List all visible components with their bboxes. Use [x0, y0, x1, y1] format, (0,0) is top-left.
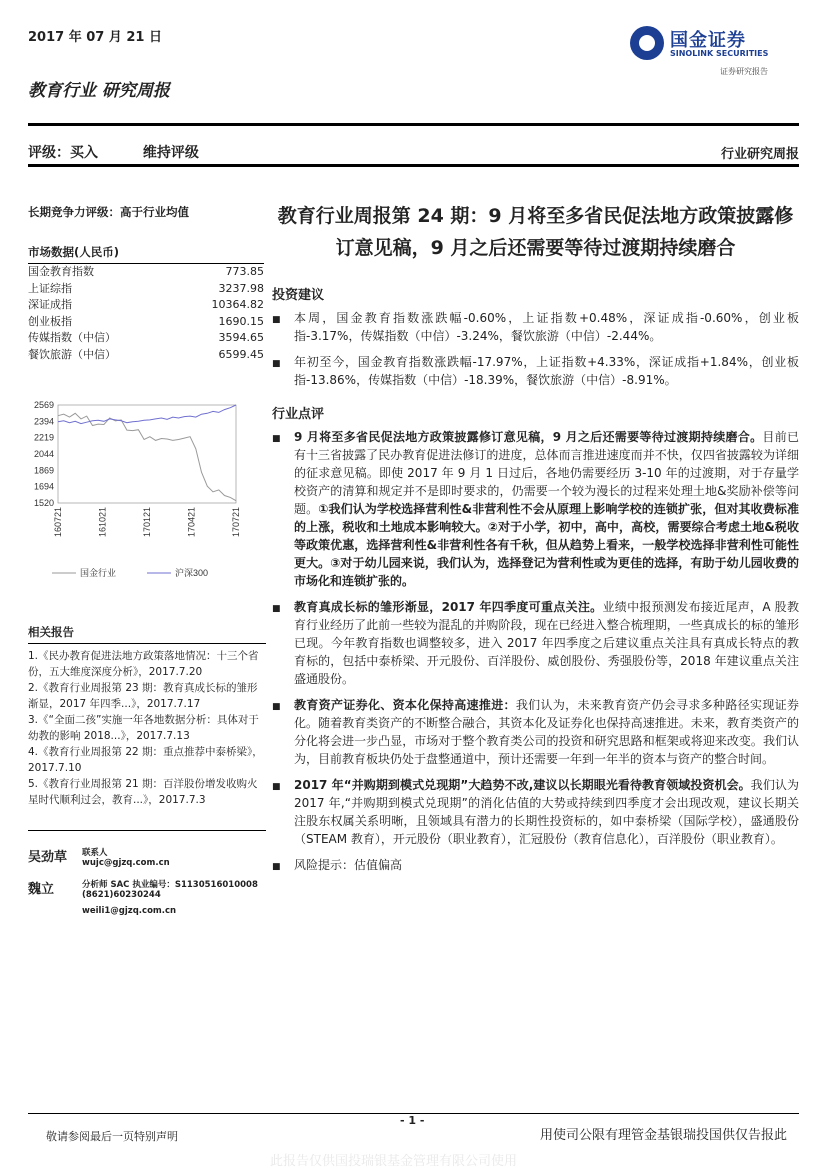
market-data-title: 市场数据(人民币): [28, 244, 264, 264]
logo-mark-icon: [630, 26, 664, 60]
chart-y-tick: 2569: [33, 400, 54, 410]
report-item[interactable]: 3.《“全面二孩”实施一年各地数据分析：具体对于幼教的影响 2018...》，2017.7.13: [28, 714, 259, 742]
related-reports: [28, 624, 266, 808]
report-item[interactable]: 1.《民办教育促进法地方政策落地情况：十三个省份，五大维度深度分析》，2017.7.20: [28, 650, 259, 678]
rating-line: [28, 142, 239, 162]
market-row: 深证成指 10364.82: [28, 298, 264, 311]
report-date: 2017 年 07 月 21 日: [28, 30, 162, 45]
chart-y-tick: 2394: [33, 416, 54, 427]
analyst-email[interactable]: weili1@gjzq.com.cn: [82, 906, 177, 916]
chart-y-tick: 2219: [33, 432, 54, 443]
footer-disclaimer: 敬请参阅最后一页特别声明: [46, 1130, 178, 1143]
chart-x-tick: 170721: [231, 506, 241, 537]
main-content: [272, 200, 799, 884]
logo-subtitle: 证券研究报告: [720, 67, 768, 76]
index-chart: [24, 395, 264, 595]
long-term-rating: 长期竞争力评级：高于行业均值: [28, 205, 189, 219]
market-row: 创业板指 1690.15: [28, 314, 264, 328]
chart-legend-label: 国金行业: [80, 568, 117, 578]
chart-x-tick: 170421: [186, 506, 197, 537]
market-row: 传媒指数（中信） 3594.65: [28, 331, 264, 344]
report-item[interactable]: 2.《教育行业周报第 23 期：教育真成长标的雏形渐显，2017 年四季...》，2017.7.17: [28, 682, 258, 710]
industry-title: 教育行业 研究周报: [28, 81, 170, 101]
bullet-square-icon: ■: [272, 434, 281, 444]
chart-series-line: [58, 405, 236, 424]
analyst-role: 分析师 SAC 执业编号：S1130516010008: [82, 880, 258, 890]
report-item[interactable]: 4.《教育行业周报第 22 期：重点推荐中泰桥梁》，2017.7.10: [28, 746, 263, 774]
header-divider: [28, 123, 799, 126]
analyst-row: [28, 878, 268, 916]
chart-y-tick: 1694: [33, 481, 54, 492]
review-bullet: ■ 教育真成长标的雏形渐显，2017 年四季度可重点关注。业绩中报预测发布接近尾声，A 股教育行业经历了此前一些较为混乱的并购阶段，现在已经进入整合梳理期，一些真成长的标的雏形已现。今年教育指数也调整较多，进入 2017 年四季度之后建议重点关注具有真成长特点的教育标的，包括中泰桥梁、开元股份、百洋股份、威创股份、秀强股份等，2018 年建议重点关注盛通股份。: [272, 600, 799, 686]
review-bullet: ■ 2017 年“并购期到模式兑现期”大趋势不改,建议以长期眼光看待教育领域投资机会。我们认为 2017 年,“并购期到模式兑现期”的消化估值的大势或持续到四季度才会出现改观，建议长期关注股东权属关系明晰，且领域具有潜力的长期性投资标的，如中泰桥梁（国际学校），盛通股份（STEAM 教育），开元股份（职业教育），汇冠股份（教育信息化），百洋股份（职业教育）。: [272, 778, 799, 846]
bullet-square-icon: ■: [272, 782, 281, 792]
chart-y-tick: 2044: [33, 449, 54, 459]
invest-bullet: ■ 本周，国金教育指数涨跌幅-0.60%，上证指数+0.48%，深证成指-0.60%，创业板指-3.17%，传媒指数（中信）-3.24%，餐饮旅游（中信）-2.44%。: [272, 311, 799, 343]
chart-legend-label: 沪深300: [175, 568, 209, 578]
logo-name-cn: 国金证券: [670, 30, 746, 51]
market-data-table: [28, 264, 264, 363]
invest-section-title: 投资建议: [272, 288, 325, 303]
invest-bullet: ■ 年初至今，国金教育指数涨跌幅-17.97%，上证指数+4.33%，深证成指+1.84%，创业板指-13.86%，传媒指数（中信）-18.39%，餐饮旅游（中信）-8.91%。: [272, 355, 799, 387]
analyst-name: 魏立: [28, 882, 55, 897]
review-bullet: ■ 9 月将至多省民促法地方政策披露修订意见稿，9 月之后还需要等待过渡期持续磨合。目前已有十三省披露了民办教育促进法修订的进度，总体而言推进速度而并不快，仅四省披露较为详细的征求意见稿。即使 2017 年 9 月 1 日过后，各地仍需要经历 3-10 年的过渡期，对于存量学校资产的清算和规定并不是即时要求的，仍需要一个较为漫长的过程来处理土地&奖励补偿等问题。①我们认为学校选择营利性&非营利性不会从原理上影响学校的连锁扩张，但对其收费标准的上涨，税收和土地成本影响较大。②对于小学，初中，高中，高校，需要综合考虑土地&税收等政策优惠，选择营利性&非营利性各有千秋，但从趋势上看来，一般学校选择非营利性可能性更大。③对于幼儿园来说，我们认为，选择登记为营利性或为更佳的选择，有助于幼儿园收费的市场化和连锁扩张的。: [272, 430, 799, 588]
risk-bullet: ■ 风险提示：估值偏高: [272, 856, 799, 876]
chart-x-tick: 160721: [53, 506, 63, 537]
analyst-phone: (8621)60230244: [82, 890, 161, 900]
rating-action: 维持评级: [142, 145, 199, 161]
bullet-square-icon: ■: [272, 359, 281, 369]
analyst-divider: [28, 830, 266, 831]
chart-y-tick: 1520: [33, 498, 54, 508]
chart-x-tick: 161021: [97, 506, 108, 537]
sidebar: [28, 204, 264, 363]
related-reports-title: 相关报告: [28, 624, 266, 644]
rating-divider: [28, 164, 799, 167]
chart-series-line: [58, 413, 236, 500]
report-type: 行业研究周报: [720, 147, 799, 162]
bullet-square-icon: ■: [272, 702, 281, 712]
chart-y-tick: 1869: [33, 465, 54, 476]
company-logo: [630, 24, 800, 84]
analyst-name: 吴劲草: [28, 850, 68, 865]
watermark-text: 此报告仅供国投瑞银基金管理有限公司使用: [270, 1154, 518, 1169]
chart-x-tick: 170121: [142, 506, 152, 537]
market-row: 上证综指 3237.98: [28, 281, 264, 295]
bullet-square-icon: ■: [272, 315, 281, 325]
rating-label: 评级：买入: [28, 145, 98, 161]
analyst-block: [28, 846, 268, 926]
logo-name-en: SINOLINK SECURITIES: [670, 49, 769, 58]
footer-note: 用使司公限有理管金基银瑞投国供仅告报此: [539, 1128, 787, 1143]
page-number: - 1 -: [400, 1114, 425, 1127]
analyst-email[interactable]: wujc@gjzq.com.cn: [82, 858, 170, 868]
analyst-role: 联系人: [82, 848, 108, 858]
analyst-row: [28, 846, 268, 868]
review-bullet: ■ 教育资产证券化、资本化保持高速推进：我们认为，未来教育资产仍会寻求多种路径实现证券化。随着教育类资产的不断整合融合，其资本化及证券化也保持高速推进。未来，教育类资产的分化将会进一步凸显，市场对于整个教育类公司的投资和研究思路和框架或将迎来改变。我们认为，目前教育板块仍处于盘整通道中，预计还需要一年到一年半的资本与资产的整合时间。: [272, 698, 799, 766]
report-title: 教育行业周报第 24 期：9 月将至多省民促法地方政策披露修订意见稿，9 月之后还需要等待过渡期持续磨合: [277, 205, 794, 259]
market-row: 餐饮旅游（中信） 6599.45: [28, 347, 264, 361]
market-row: 国金教育指数 773.85: [28, 265, 264, 278]
review-section-title: 行业点评: [272, 407, 325, 422]
bullet-square-icon: ■: [272, 862, 281, 872]
report-item[interactable]: 5.《教育行业周报第 21 期：百洋股份增发收购火星时代顺利过会，教育...》，2017.7.3: [28, 778, 258, 806]
bullet-square-icon: ■: [272, 604, 281, 614]
